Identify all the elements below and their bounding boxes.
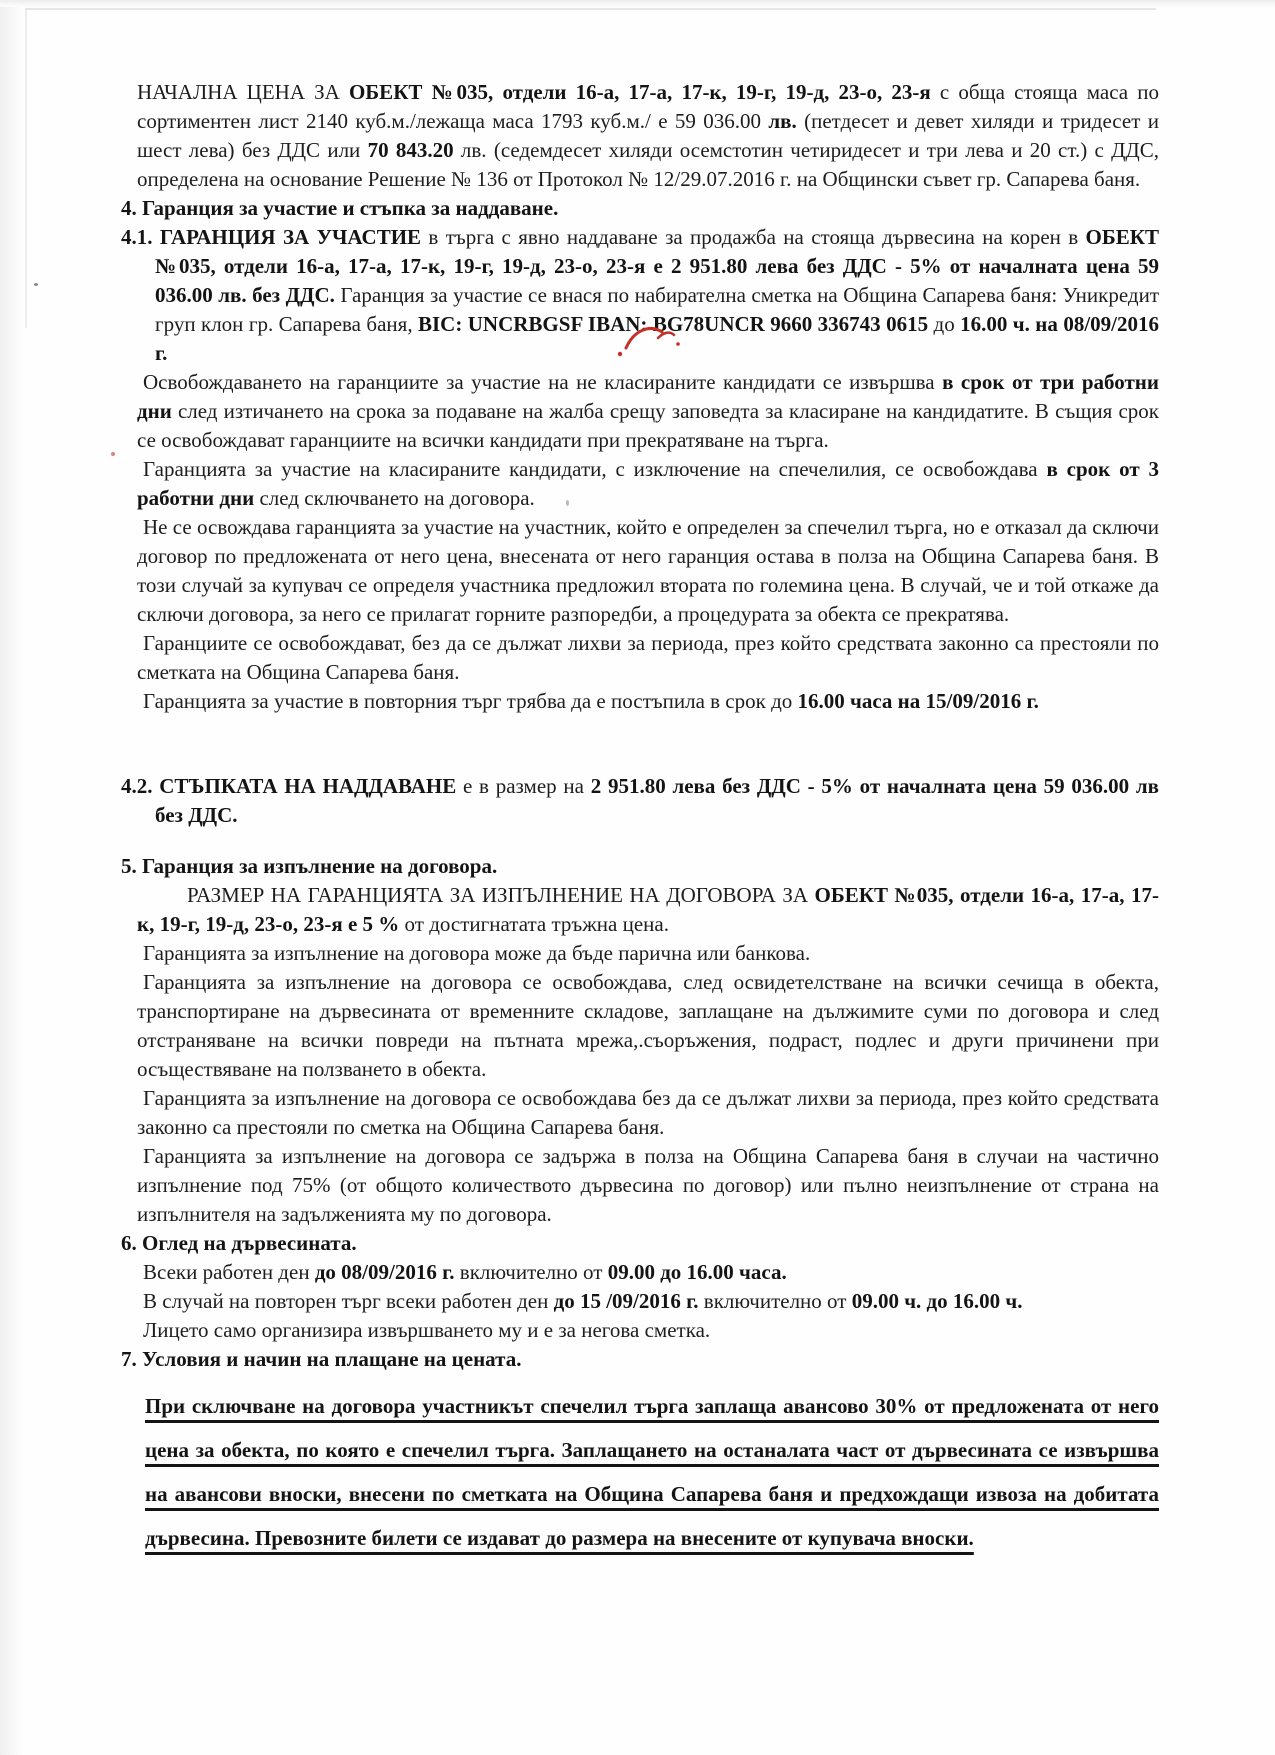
text-run: е в размер на [456, 774, 591, 798]
text-run: 7. Условия и начин на плащане на цената. [121, 1347, 522, 1371]
clause-4-2-paragraph [121, 772, 1160, 830]
performance-guarantee-form-paragraph [137, 939, 1159, 968]
repeat-auction-deadline-paragraph [137, 687, 1159, 716]
text-run: Гаранцията за изпълнение на договора се освобождава без да се дължат лихви за периода, през който средствата законно са престояли по сметка на Община Сапарева баня. [137, 1086, 1159, 1139]
text-run: включително от [698, 1289, 852, 1313]
text-run: НАЧАЛНА ЦЕНА ЗА [137, 80, 349, 104]
text-run: 5. Гаранция за изпълнение на договора. [121, 854, 498, 878]
text-run: 70 843.20 [367, 138, 454, 162]
scan-edge-line-top [26, 8, 1156, 10]
performance-guarantee-retention-paragraph [137, 1142, 1159, 1229]
text-run: 16.00 ч. на 08/09/2016 г. [155, 312, 1159, 365]
text-run: Освобождаването на гаранциите за участие на не класираните кандидати се извършва [143, 370, 943, 394]
text-run: до 15 /09/2016 г. [553, 1289, 699, 1313]
text-run: след изтичането на срока за подаване на жалба срещу заповедта за класиране на кандидатите. В същия срок се освобождават гаранциите на всички кандидати при прекратяване на търга. [137, 399, 1159, 452]
text-run: Гаранцията за участие в повторния търг трябва да е постъпила в срок до [143, 689, 798, 713]
text-run: РАЗМЕР НА ГАРАНЦИЯТА ЗА ИЗПЪЛНЕНИЕ НА ДОГОВОРА ЗА [187, 883, 815, 907]
section-4-heading [121, 194, 1159, 223]
guarantee-release-unranked-paragraph [137, 368, 1159, 455]
text-run: с обща стояща маса по сортиментен лист 2140 куб.м./лежаща маса 1793 куб.м./ е 59 036.00 [137, 80, 1159, 133]
text-run: 16.00 часа на 15/09/2016 г. [797, 689, 1039, 713]
guarantee-release-ranked-paragraph [137, 455, 1159, 513]
text-run: в срок от три работни дни [137, 370, 1159, 423]
text-run: до [928, 312, 961, 336]
initial-price-paragraph [137, 78, 1159, 194]
text-run: При сключване на договора участникът спечелил търга заплаща авансово 30% от предложената от него цена за обекта, по която е спечелил търга. Заплащането на останалата част от дървесината се извършва на авансови вноски, внесени по сметката на Община Сапарева баня и предхождащи извоза на добитата дървесина. Превозните билети се издават до размера на внесените от купувача вноски. [145, 1394, 1159, 1550]
performance-guarantee-no-interest-paragraph [137, 1084, 1159, 1142]
text-run: 4. Гаранция за участие и стъпка за наддаване. [121, 196, 559, 220]
text-run: 6. Оглед на дървесината. [121, 1231, 357, 1255]
guarantee-no-interest-paragraph [137, 629, 1159, 687]
text-run: лв. [768, 109, 797, 133]
inspection-own-expense-paragraph [137, 1316, 1159, 1345]
text-run: 4.1. ГАРАНЦИЯ ЗА УЧАСТИЕ [121, 225, 422, 249]
text-run: 09.00 ч. до 16.00 ч. [851, 1289, 1023, 1313]
section-7-heading [121, 1345, 1159, 1374]
text-run: Гаранцията за изпълнение на договора се освобождава, след освидетелстване на всички сечища в обекта, транспортиране на дървесината от временните складове, заплащане на дължимите суми по договора и след отстраняване на всички повреди на пътната мрежа,.съоръжения, подраст, подлес и други причинени при осъществяване на ползването в обекта. [137, 970, 1159, 1081]
section-6-heading [121, 1229, 1159, 1258]
guarantee-forfeit-paragraph [137, 513, 1159, 629]
text-run: включително от [454, 1260, 608, 1284]
text-run: 2 951.80 лева без ДДС - 5% от началната цена 59 036.00 лв без ДДС. [155, 774, 1160, 827]
payment-terms-paragraph [145, 1384, 1159, 1560]
scan-speck [34, 283, 38, 286]
text-run: от достигнатата тръжна цена. [399, 912, 669, 936]
text-run: BIC: UNCRBGSF IBAN: BG78UNCR 9660 336743 0615 [418, 312, 929, 336]
scan-edge-left [0, 0, 24, 1755]
document-body [121, 78, 1160, 1560]
text-run: ОБЕКТ №035, отдели 16-а, 17-а, 17-к, 19-г, 19-д, 23-о, 23-я е 2 951.80 лева без ДДС - 5% от началната цена 59 036.00 лв. без ДДС. [155, 225, 1160, 307]
text-run: Гаранцията за участие на класираните кандидати, с изключение на спечелилия, се освобождава [143, 457, 1047, 481]
text-run: до 08/09/2016 г. [314, 1260, 455, 1284]
text-run: Лицето само организира извършването му и е за негова сметка. [143, 1318, 711, 1342]
scan-speck [111, 452, 115, 456]
text-run: Всеки работен ден [143, 1260, 315, 1284]
text-run: 4.2. СТЪПКАТА НА НАДДАВАНЕ [121, 774, 457, 798]
text-run: Гаранцията за изпълнение на договора може да бъде парична или банкова. [143, 941, 811, 965]
text-run: Не се освождава гаранцията за участие на участник, който е определен за спечелил търга, но е отказал да сключи договор по предложената от него цена, внесената от него гаранция остава в полза на Община Сапарева баня. В този случай за купувач се определя участника предложил втората по големина цена. В случай, че и той откаже да сключи договора, за него се прилагат горните разпоредби, а процедурата за обекта се прекратява. [137, 515, 1159, 626]
scan-edge-line-left [25, 8, 27, 328]
text-run: ОБЕКТ №035, отдели 16-а, 17-а, 17-к, 19-г, 19-д, 23-о, 23-я е 5 % [137, 883, 1159, 936]
text-run: ОБЕКТ №035, отдели 16-а, 17-а, 17-к, 19-г, 19-д, 23-о, 23-я [348, 80, 931, 104]
clause-4-1-paragraph [121, 223, 1160, 368]
text-run: лв. (седемдесет хиляди осемстотин четиридесет и три лева и 20 ст.) с ДДС, определена на основание Решение № 136 от Протокол № 12/29.07.2016 г. на Общински съвет гр. Сапарева баня. [137, 138, 1160, 191]
text-run: Гаранциите се освобождават, без да се дължат лихви за периода, през който средствата законно са престояли по сметката на Община Сапарева баня. [137, 631, 1159, 684]
text-run: В случай на повторен търг всеки работен ден [143, 1289, 554, 1313]
text-run: Гаранцията за изпълнение на договора се задържа в полза на Община Сапарева баня в случаи на частично изпълнение под 75% (от общото количеството дървесина по договор) или пълно неизпълнение от страна на изпълнителя на задълженията му по договора. [137, 1144, 1159, 1226]
performance-guarantee-release-paragraph [137, 968, 1159, 1084]
section-5-heading [121, 852, 1159, 881]
inspection-repeat-schedule-paragraph [137, 1287, 1159, 1316]
text-run: Гаранция за участие се внася по набирателна сметка на Община Сапарева баня: Уникредит груп клон гр. Сапарева баня, [155, 283, 1159, 336]
text-run: (петдесет и девет хиляди и тридесет и шест лева) без ДДС или [137, 109, 1159, 162]
text-run: след сключването на договора. [254, 486, 535, 510]
inspection-schedule-paragraph [137, 1258, 1159, 1287]
scan-edge-top [0, 0, 1275, 7]
text-run: в срок от 3 работни дни [137, 457, 1159, 510]
text-run: 09.00 до 16.00 часа. [607, 1260, 787, 1284]
text-run: в търга с явно наддаване за продажба на стояща дървесина на корен в [421, 225, 1086, 249]
performance-guarantee-size-paragraph [137, 881, 1159, 939]
